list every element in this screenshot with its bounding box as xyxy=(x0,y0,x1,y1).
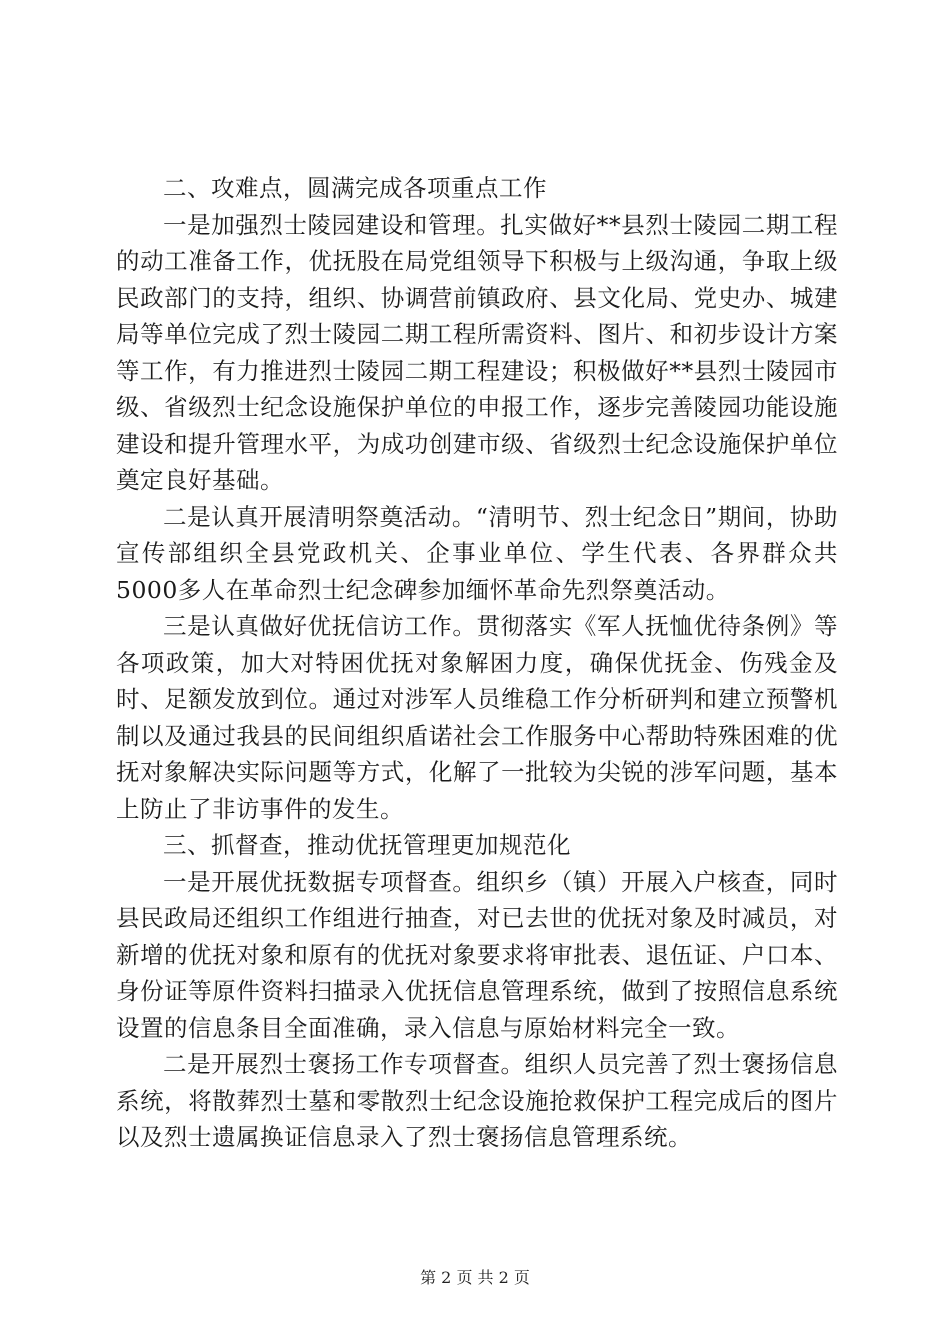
section-heading-two: 二、攻难点，圆满完成各项重点工作 xyxy=(163,174,547,202)
paragraph-petition-work: 三是认真做好优抚信访工作。贯彻落实《军人抚恤优待条例》等各项政策，加大对特困优抚对象解困力度，确保优抚金、伤残金及时、足额发放到位。通过对涉军人员维稳工作分析研判和建立预警机制以及通过我县的民间组织盾诺社会工作服务中心帮助特殊困难的优抚对象解决实际问题等方式，化解了一批较为尖锐的涉军问题，基本上防止了非访事件的发生。 xyxy=(116,612,838,823)
section-heading-three: 三、抓督查，推动优抚管理更加规范化 xyxy=(163,831,571,859)
paragraph-martyrs-cemetery: 一是加强烈士陵园建设和管理。扎实做好**县烈士陵园二期工程的动工准备工作，优抚股在局党组领导下积极与上级沟通，争取上级民政部门的支持，组织、协调营前镇政府、县文化局、党史办、城建局等单位完成了烈士陵园二期工程所需资料、图片、和初步设计方案等工作，有力推进烈士陵园二期工程建设；积极做好**县烈士陵园市级、省级烈士纪念设施保护单位的申报工作，逐步完善陵园功能设施建设和提升管理水平，为成功创建市级、省级烈士纪念设施保护单位奠定良好基础。 xyxy=(116,210,838,494)
paragraph-qingming-memorial: 二是认真开展清明祭奠活动。“清明节、烈士纪念日”期间，协助宣传部组织全县党政机关、企事业单位、学生代表、各界群众共5000多人在革命烈士纪念碑参加缅怀革命先烈祭奠活动。 xyxy=(116,502,838,604)
paragraph-commendation-inspection: 二是开展烈士褒扬工作专项督查。组织人员完善了烈士褒扬信息系统，将散葬烈士墓和零散烈士纪念设施抢救保护工程完成后的图片以及烈士遗属换证信息录入了烈士褒扬信息管理系统。 xyxy=(116,1050,838,1151)
paragraph-data-inspection: 一是开展优抚数据专项督查。组织乡（镇）开展入户核查，同时县民政局还组织工作组进行抽查，对已去世的优抚对象及时减员，对新增的优抚对象和原有的优抚对象要求将审批表、退伍证、户口本、身份证等原件资料扫描录入优抚信息管理系统，做到了按照信息系统设置的信息条目全面准确，录入信息与原始材料完全一致。 xyxy=(116,867,838,1042)
document-body xyxy=(116,170,838,1156)
page-number-footer: 第 2 页 共 2 页 xyxy=(420,1268,530,1287)
